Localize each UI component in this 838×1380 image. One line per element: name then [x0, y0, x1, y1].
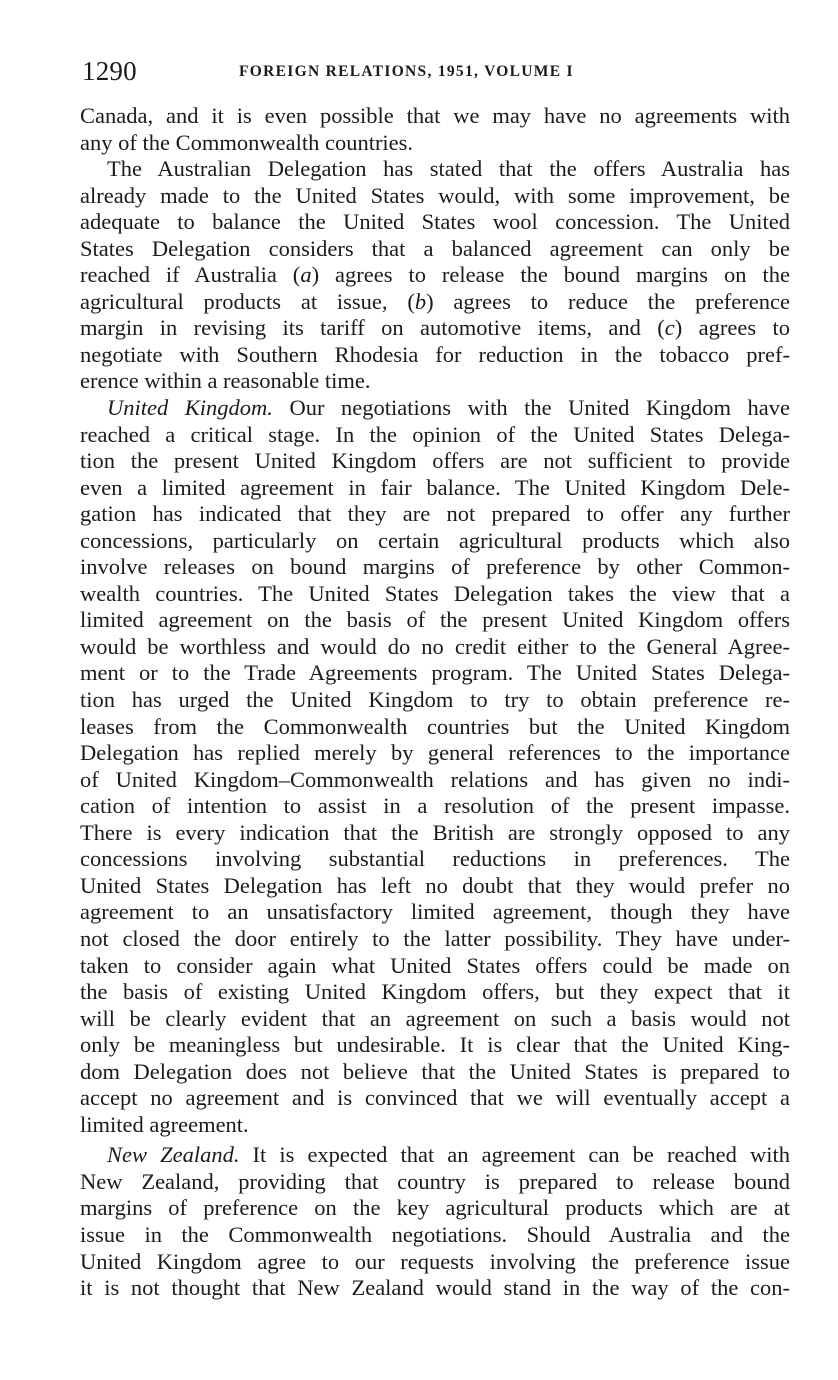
text-line: States Delegation considers that a balanced agreement can only be: [80, 235, 790, 261]
text-line: limited agreement on the basis of the present United Kingdom offers: [80, 607, 790, 633]
text-line: of United Kingdom–Commonwealth relations and has given no indi-: [80, 766, 790, 792]
text-line: tion the present United Kingdom offers are not sufficient to provide: [80, 448, 790, 474]
text-line: concessions, particularly on certain agricultural products which also: [80, 527, 790, 553]
text-line: United States Delegation has left no doubt that they would prefer no: [80, 872, 790, 898]
text-line: [80, 289, 790, 316]
text-line: will be clearly evident that an agreement on such a basis would not: [80, 1005, 790, 1031]
text-line: concessions involving substantial reductions in preferences. The: [80, 846, 790, 872]
text-line: New Zealand, providing that country is prepared to release bound: [80, 1168, 790, 1194]
text-line: issue in the Commonwealth negotiations. Should Australia and the: [80, 1221, 790, 1247]
enumeration-letter: b: [414, 288, 427, 314]
text-line: involve releases on bound margins of preference by other Common-: [80, 554, 790, 580]
text-line: any of the Commonwealth countries.: [80, 129, 414, 155]
text-line: limited agreement.: [80, 1111, 249, 1137]
text-line: the basis of existing United Kingdom offers, but they expect that it: [80, 979, 790, 1005]
text-line: erence within a reasonable time.: [80, 368, 371, 394]
text-line: Canada, and it is even possible that we may have no agreements with: [80, 103, 790, 128]
text-line: would be worthless and would do no credit either to the General Agree-: [80, 633, 790, 659]
text-line: even a limited agreement in fair balance. The United Kingdom Dele-: [80, 474, 790, 500]
text-line: wealth countries. The United States Delegation takes the view that a: [80, 580, 790, 606]
text-run: Our negotiations with the United Kingdom have: [272, 395, 790, 421]
text-line: ment or to the Trade Agreements program. The United States Delega-: [80, 660, 790, 686]
text-run: ) agrees to reduce the preference: [426, 288, 790, 314]
text-line: [80, 262, 790, 289]
text-line: margins of preference on the key agricultural products which are at: [80, 1195, 790, 1221]
text-line: not closed the door entirely to the latter possibility. They have under-: [80, 925, 790, 951]
enumeration-letter: c: [664, 315, 675, 341]
paragraph-start-line: [80, 395, 790, 422]
text-run: agricultural products at issue, (: [80, 288, 415, 314]
text-line: already made to the United States would, with some improvement, be: [80, 182, 790, 208]
text-line: Delegation has replied merely by general references to the importance: [80, 740, 790, 766]
running-title: FOREIGN RELATIONS, 1951, VOLUME I: [239, 63, 574, 80]
text-line: gation has indicated that they are not prepared to offer any further: [80, 501, 790, 527]
text-line: [80, 315, 790, 342]
text-line: only be meaningless but undesirable. It is clear that the United King-: [80, 1032, 790, 1058]
paragraph-start-line: The Australian Delegation has stated that the offers Australia has: [107, 156, 790, 182]
text-run: reached if Australia (: [80, 262, 301, 288]
section-heading-united-kingdom: United Kingdom.: [107, 395, 273, 421]
section-heading-new-zealand: New Zealand.: [107, 1142, 240, 1168]
text-line: cation of intention to assist in a resolution of the present impasse.: [80, 793, 790, 819]
page-number: 1290: [82, 56, 137, 86]
text-line: tion has urged the United Kingdom to try to obtain preference re-: [80, 687, 790, 713]
text-run: ) agrees to release the bound margins on the: [311, 262, 790, 288]
text-line: reached a critical stage. In the opinion of the United States Delega-: [80, 421, 790, 447]
text-run: ) agrees to: [674, 315, 791, 341]
text-line: it is not thought that New Zealand would stand in the way of the con-: [80, 1275, 790, 1301]
text-run: It is expected that an agreement can be reached with: [239, 1142, 791, 1168]
text-line: leases from the Commonwealth countries but the United Kingdom: [80, 713, 790, 739]
text-line: negotiate with Southern Rhodesia for reduction in the tobacco pref-: [80, 341, 790, 367]
text-line: adequate to balance the United States wool concession. The United: [80, 209, 790, 235]
text-line: There is every indication that the British are strongly opposed to any: [80, 819, 790, 845]
text-line: accept no agreement and is convinced that we will eventually accept a: [80, 1085, 790, 1111]
text-line: agreement to an unsatisfactory limited agreement, though they have: [80, 899, 790, 925]
text-run: margin in revising its tariff on automotive items, and (: [80, 315, 665, 341]
page-header: [82, 56, 788, 86]
text-line: United Kingdom agree to our requests involving the preference issue: [80, 1248, 790, 1274]
text-line: taken to consider again what United States offers could be made on: [80, 952, 790, 978]
paragraph-start-line: [80, 1142, 790, 1169]
text-line: dom Delegation does not believe that the United States is prepared to: [80, 1058, 790, 1084]
enumeration-letter: a: [300, 262, 312, 288]
document-body: [80, 103, 790, 1302]
